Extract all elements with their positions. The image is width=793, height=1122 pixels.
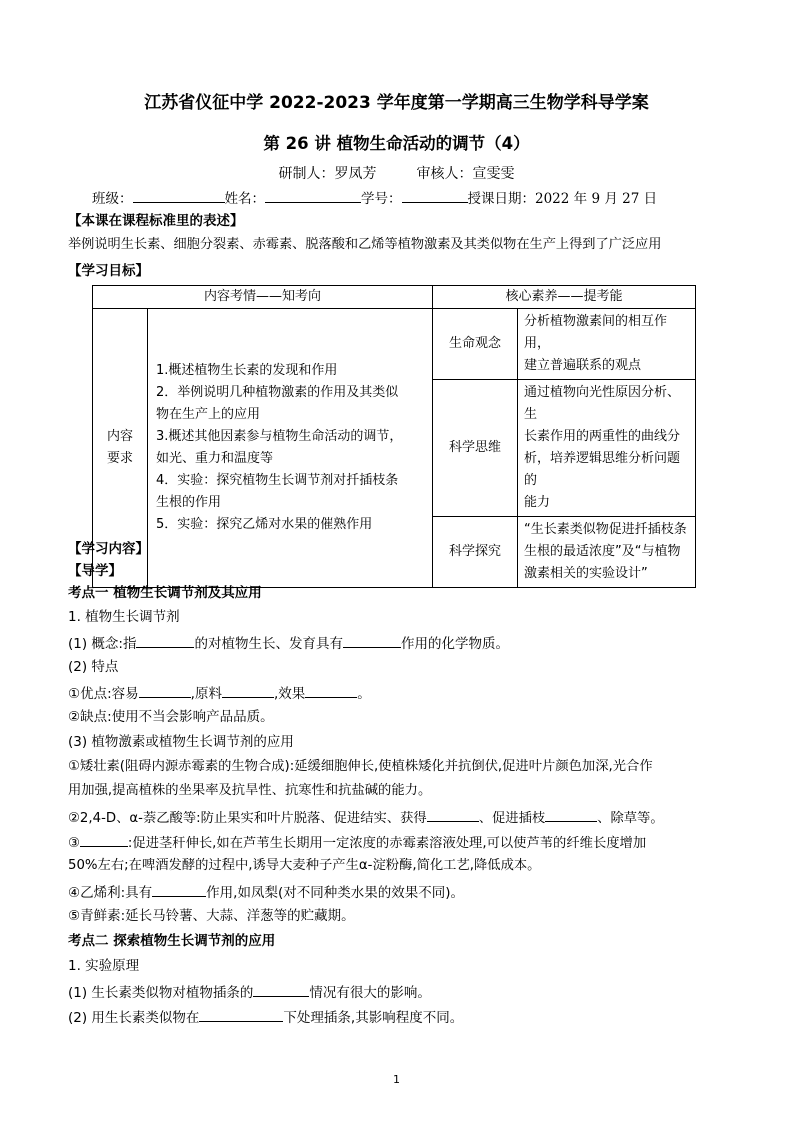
author: 研制人：罗凤芳 — [278, 166, 377, 182]
literacy-desc: “生长素类似物促进扦插枝条 生根的最适浓度”及“与植物 激素相关的实验设计” — [518, 517, 696, 588]
fill-blank[interactable] — [80, 832, 128, 847]
list-item: 如光、重力和温度等 — [156, 451, 274, 466]
p1-line: (1) 概念:指 的对植物生长、发育具有 作用的化学物质。 — [68, 633, 509, 653]
p1-line: ②2,4-D、α-萘乙酸等:防止果实和叶片脱落、促进结实、获得 、促进插枝 、除草等。 — [68, 807, 664, 828]
list-item: 4．实验：探究植物生长调节剂对扦插枝条 — [156, 473, 399, 488]
id-label: 学号： — [361, 191, 402, 207]
point1-title: 考点一 植物生长调节剂及其应用 — [68, 585, 262, 601]
list-item: 2．举例说明几种植物激素的作用及其类似 — [156, 385, 399, 400]
fill-blank[interactable] — [152, 882, 206, 897]
standard-heading: 【本课在课程标准里的表述】 — [68, 213, 244, 229]
list-item: 1.概述植物生长素的发现和作用 — [156, 363, 338, 378]
row-label: 内容 要求 — [93, 309, 148, 588]
fill-blank[interactable] — [545, 807, 597, 822]
reviewer: 审核人：宣雯雯 — [416, 166, 515, 182]
literacy-category: 科学思维 — [433, 380, 518, 517]
p1-line: 50%左右;在啤酒发酵的过程中,诱导大麦种子产生α-淀粉酶,简化工艺,降低成本。 — [68, 858, 541, 873]
list-item: 3.概述其他因素参与植物生命活动的调节， — [156, 429, 403, 444]
fill-blank[interactable] — [305, 683, 357, 698]
point2-title: 考点二 探索植物生长调节剂的应用 — [68, 933, 276, 949]
list-item: 物在生产上的应用 — [156, 407, 261, 422]
fill-blank[interactable] — [199, 1007, 283, 1022]
objectives-table — [92, 285, 696, 588]
guide-heading: 【导学】 — [68, 563, 122, 579]
col1-header: 内容考情——知考向 — [93, 286, 433, 309]
list-item: 5．实验：探究乙烯对水果的催熟作用 — [156, 517, 373, 532]
page-number: 1 — [393, 1073, 400, 1086]
p1-line: ③ :促进茎秆伸长,如在芦苇生长期用一定浓度的赤霉素溶液处理,可以使芦苇的纤维长度增加 — [68, 832, 646, 853]
content-heading: 【学习内容】 — [68, 541, 149, 557]
p2-line: (2) 用生长素类似物在 下处理插条,其影响程度不同。 — [68, 1007, 463, 1027]
lesson-date: 授课日期：2022 年 9 月 27 日 — [467, 191, 658, 207]
list-item: 生根的作用 — [156, 495, 222, 510]
fill-blank[interactable] — [136, 633, 194, 648]
authors-line — [0, 163, 793, 183]
name-blank[interactable] — [265, 188, 361, 203]
p1-line: (3) 植物激素或植物生长调节剂的应用 — [68, 734, 294, 750]
fill-blank[interactable] — [343, 633, 401, 648]
name-label: 姓名： — [224, 191, 265, 207]
id-blank[interactable] — [402, 188, 468, 203]
p2-line: 1. 实验原理 — [68, 958, 140, 974]
literacy-category: 科学探究 — [433, 517, 518, 588]
p1-line: ④乙烯利:具有 作用,如凤梨(对不同种类水果的效果不同)。 — [68, 882, 464, 902]
literacy-desc: 通过植物向光性原因分析、生 长素作用的两重性的曲线分 析，培养逻辑思维分析问题的 能力 — [518, 380, 696, 517]
p1-line: ①优点:容易 ,原料 ,效果 。 — [68, 683, 371, 703]
class-label: 班级： — [92, 191, 133, 207]
class-blank[interactable] — [133, 188, 225, 203]
p1-line: (2) 特点 — [68, 659, 119, 675]
literacy-desc: 分析植物激素间的相互作用， 建立普遍联系的观点 — [518, 309, 696, 380]
standard-text: 举例说明生长素、细胞分裂素、赤霉素、脱落酸和乙烯等植物激素及其类似物在生产上得到了广泛应用 — [68, 237, 662, 252]
p1-line: ⑤青鲜素:延长马铃薯、大蒜、洋葱等的贮藏期。 — [68, 908, 355, 924]
lecture-title: 第 26 讲 植物生命活动的调节（4） — [263, 134, 530, 153]
p1-line: ②缺点:使用不当会影响产品品质。 — [68, 709, 274, 725]
p1-line: 用加强,提高植株的坐果率及抗旱性、抗寒性和抗盐碱的能力。 — [68, 783, 432, 798]
student-info-line — [92, 188, 657, 208]
col2-header: 核心素养——提考能 — [433, 286, 696, 309]
p1-line: ①矮壮素(阻碍内源赤霉素的生物合成):延缓细胞伸长,使植株矮化并抗倒伏,促进叶片颜色加深,光合作 — [68, 759, 653, 774]
content-requirements — [148, 309, 433, 588]
fill-blank[interactable] — [427, 807, 479, 822]
objectives-heading: 【学习目标】 — [68, 263, 149, 279]
literacy-category: 生命观念 — [433, 309, 518, 380]
document-title: 江苏省仪征中学 2022-2023 学年度第一学期高三生物学科导学案 — [144, 93, 649, 113]
fill-blank[interactable] — [222, 683, 274, 698]
fill-blank[interactable] — [253, 982, 309, 997]
p1-line: 1. 植物生长调节剂 — [68, 609, 180, 625]
fill-blank[interactable] — [139, 683, 191, 698]
p2-line: (1) 生长素类似物对植物插条的 情况有很大的影响。 — [68, 982, 431, 1002]
